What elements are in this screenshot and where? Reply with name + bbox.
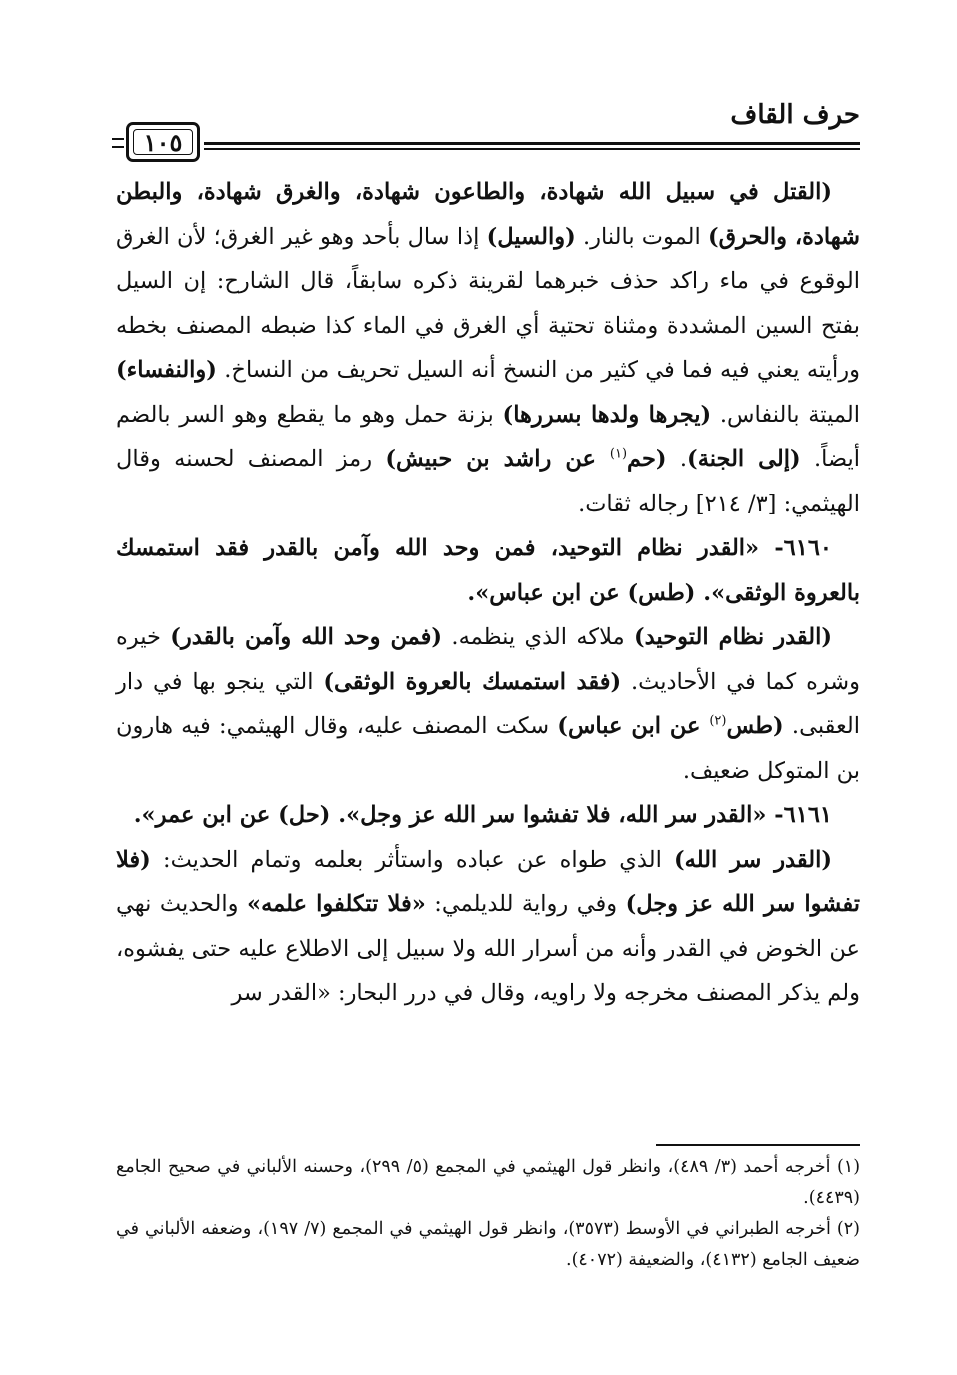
commentary-text: رمز المصنف لحسنه وقال الهيثمي: [٣/ ٢١٤] رجاله ثقات. [116, 446, 860, 517]
hadith-entry [116, 793, 860, 838]
hadith-quote: (يجرها ولدها بسررها) [502, 401, 712, 428]
hadith-quote: (إلى الجنة) [687, 446, 801, 472]
hadith-quote: (القدر سر الله) [673, 846, 832, 873]
source-reference: (طس [726, 713, 784, 739]
chapter-title: حرف القاف [730, 100, 860, 130]
page-number: ١٠٥ [143, 127, 183, 157]
hadith-text: ٦١٦٠- «القدر نظام التوحيد، فمن وحد الله وآمن بالقدر فقد استمسك بالعروة الوثقى». (طس) عن ابن عباس». [116, 535, 860, 606]
commentary-text: . [666, 446, 688, 472]
main-text [116, 170, 860, 1016]
commentary-paragraph [116, 615, 860, 793]
footnote-ref[interactable]: (٢) [709, 713, 727, 729]
page-header [112, 96, 860, 166]
commentary-text: الموت بالنار. [575, 223, 708, 250]
footnote-ref[interactable]: (١) [609, 446, 628, 462]
commentary-text: بزنة حمل وهو ما يقطع وهو السر بالضم أيضاً. [116, 401, 861, 472]
footnotes [116, 1152, 860, 1276]
hadith-quote: (القتل في سبيل الله شهادة، والطاعون شهادة، والغرق شهادة، والبطن شهادة، والحرق) [116, 179, 860, 250]
hadith-quote: (والنفساء) [116, 357, 217, 383]
hadith-quote: (فمن وحد الله وآمن بالقدر) [170, 624, 443, 650]
commentary-text: خيره وشره كما في الأحاديث. [116, 624, 860, 695]
footnote-1: (١) أخرجه أحمد (٣/ ٤٨٩)، وانظر قول الهيثمي في المجمع (٥/ ٢٩٩)، وحسنه الألباني في صحيح الجامع (٤٤٣٩). [116, 1157, 861, 1208]
hadith-entry [116, 526, 860, 615]
commentary-text: الميتة بالنفاس. [711, 401, 861, 428]
hadith-quote: (فقد استمسك بالعروة الوثقى) [323, 668, 622, 695]
source-reference: عن ابن عباس) [557, 713, 710, 739]
hadith-quote: (القدر نظام التوحيد) [633, 624, 833, 650]
commentary-text: الذي طواه عن عباده واستأثر بعلمه وتمام الحديث: [150, 846, 674, 873]
page-number-frame [126, 122, 200, 162]
hadith-quote: (فلا تفشوا سر الله عز وجل) [116, 846, 860, 917]
header-rule [204, 142, 860, 145]
commentary-text: والحديث نهي عن الخوض في القدر وأنه من أسرار الله ولا سبيل إلى الاطلاع عليه حتى يفشوه، ولم يذكر المصنف مخرجه ولا راويه، وقال في درر البحار: «القدر سر [116, 891, 860, 1006]
commentary-text: التي ينجو بها في دار العقبى. [116, 668, 860, 739]
commentary-paragraph [116, 170, 860, 526]
commentary-text: وفي رواية للديلمي: [425, 891, 626, 917]
header-rule-thin [204, 148, 860, 150]
source-reference: عن راشد بن حبيش) [385, 446, 610, 472]
source-reference: (حم [627, 446, 667, 472]
hadith-quote: «فلا تتكلفوا علمه» [247, 891, 426, 917]
header-ornament [112, 138, 124, 148]
footnote-2: (٢) أخرجه الطبراني في الأوسط (٣٥٧٣)، وانظر قول الهيثمي في المجمع (٧/ ١٩٧)، وضعفه الألباني في ضعيف الجامع (٤١٣٢)، والضعيفة (٤٠٧٢). [116, 1219, 860, 1270]
commentary-text: سكت المصنف عليه، وقال الهيثمي: فيه هارون بن المتوكل ضعيف. [116, 713, 860, 784]
commentary-paragraph [116, 838, 860, 1016]
commentary-text: إذا سال بأحد وهو غير الغرق؛ لأن الغرق الوقوع في ماء راكد حذف خبرهما لقرينة ذكره سابقاً، قال الشارح: إن السيل بفتح السين المشددة ومثناة تحتية أي الغرق في الماء كذا ضبطه المصنف بخطه ورأيته يعني فيه فما في كثير من النسخ أنه السيل تحريف من النساخ. [116, 223, 860, 383]
hadith-text: ٦١٦١- «القدر سر الله، فلا تفشوا سر الله عز وجل». (حل) عن ابن عمر». [133, 802, 832, 828]
footnote-separator [656, 1144, 860, 1146]
commentary-text: ملاكه الذي ينظمه. [442, 624, 634, 650]
hadith-quote: (والسيل) [486, 223, 576, 250]
